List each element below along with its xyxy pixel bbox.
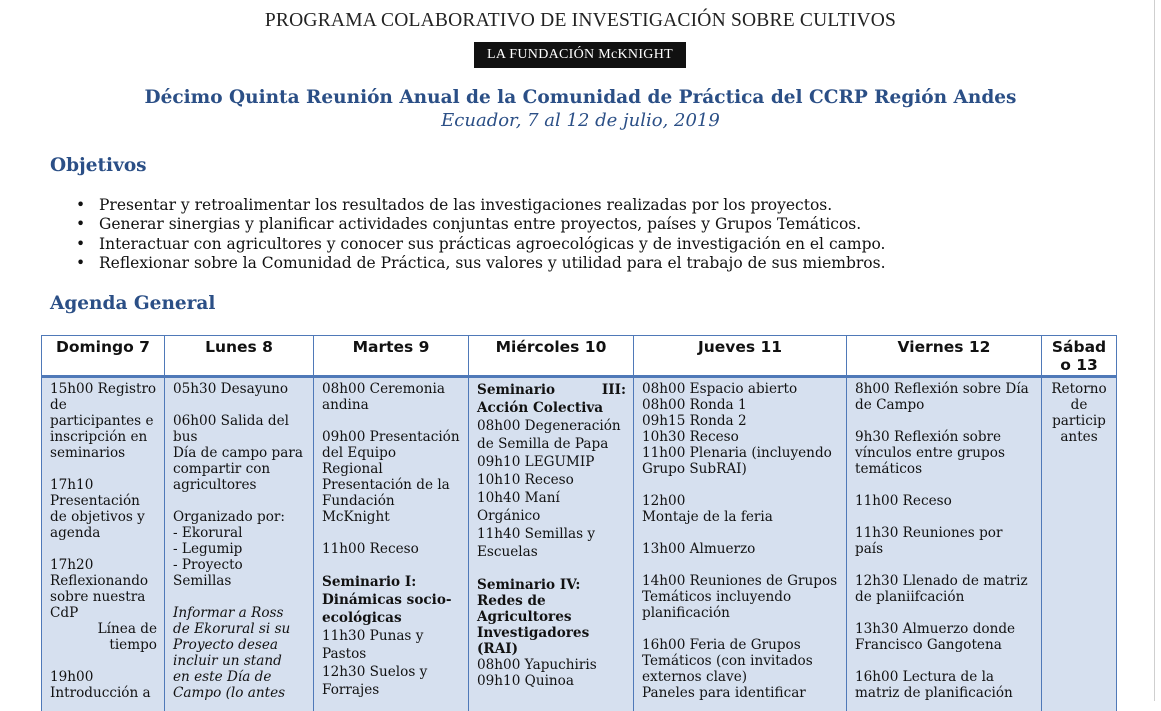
day-header-sabado: Sábad o 13 — [1042, 336, 1117, 377]
meeting-title: Décimo Quinta Reunión Anual de la Comunidad de Práctica del CCRP Región Andes — [0, 87, 1161, 108]
day-header-lunes: Lunes 8 — [165, 336, 314, 377]
day-cell-jueves: 08h00 Espacio abierto 08h00 Ronda 1 09h15 Ronda 2 10h30 Receso 11h00 Plenaria (incluyendo Grupo SubRAI) 12h00 Montaje de la feria 13h00 Almuerzo 14h00 Reuniones de Grupos Temáticos incluyendo planificación 16h00 Feria de Grupos Temáticos (con invitados externos clave) Paneles para identificar — [634, 377, 847, 711]
day-cell-domingo: 15h00 Registro de participantes e inscripción en seminarios 17h10 Presentación de objetivos y agenda 17h20 Reflexionando sobre nuestra CdP Línea de tiempo 19h00 Introducción a — [42, 377, 165, 711]
objectives-list — [76, 196, 886, 273]
meeting-subtitle: Ecuador, 7 al 12 de julio, 2019 — [0, 110, 1161, 131]
day-cell-viernes: 8h00 Reflexión sobre Día de Campo 9h30 Reflexión sobre vínculos entre grupos temáticos 11h00 Receso 11h30 Reuniones por país 12h30 Llenado de matriz de planiifcación 13h30 Almuerzo donde Francisco Gangotena 16h00 Lectura de la matriz de planificación — [847, 377, 1042, 711]
bullet-icon: • — [76, 196, 99, 215]
agenda-heading: Agenda General — [50, 293, 215, 314]
objective-item: • Generar sinergias y planificar actividades conjuntas entre proyectos, países y Grupos Temáticos. — [76, 215, 886, 234]
objective-item: • Presentar y retroalimentar los resultados de las investigaciones realizadas por los proyectos. — [76, 196, 886, 215]
foundation-logo: LA FUNDACIÓN McKNIGHT — [474, 42, 686, 68]
day-header-miercoles: Miércoles 10 — [469, 336, 634, 377]
agenda-table — [41, 335, 1117, 711]
agenda-content-row — [42, 377, 1117, 711]
day-header-jueves: Jueves 11 — [634, 336, 847, 377]
day-header-martes: Martes 9 — [314, 336, 469, 377]
day-cell-sabado: Retorno de particip antes — [1042, 377, 1117, 711]
day-cell-lunes: 05h30 Desayuno 06h00 Salida del bus Día de campo para compartir con agricultores Organizado por: - Ekorural - Legumip - Proyecto Semillas Informar a Ross de Ekorural si su Proyecto desea incluir un stand en este Día de Campo (lo antes — [165, 377, 314, 711]
bullet-icon: • — [76, 215, 99, 234]
day-header-viernes: Viernes 12 — [847, 336, 1042, 377]
program-title: PROGRAMA COLABORATIVO DE INVESTIGACIÓN SOBRE CULTIVOS — [0, 10, 1161, 32]
objective-item: • Reflexionar sobre la Comunidad de Práctica, sus valores y utilidad para el trabajo de sus miembros. — [76, 254, 886, 273]
bullet-icon: • — [76, 254, 99, 273]
bullet-icon: • — [76, 235, 99, 254]
objectives-heading: Objetivos — [50, 155, 147, 176]
agenda-header-row — [42, 336, 1117, 377]
objective-item: • Interactuar con agricultores y conocer sus prácticas agroecológicas y de investigación en el campo. — [76, 235, 886, 254]
day-header-domingo: Domingo 7 — [42, 336, 165, 377]
day-cell-miercoles: Seminario III: Acción Colectiva 08h00 Degeneración de Semilla de Papa 09h10 LEGUMIP 10h10 Receso 10h40 Maní Orgánico 11h40 Semillas y Escuelas Seminario IV: Redes de Agricultores Investigadores (RAI) 08h00 Yapuchiris 09h10 Quinoa — [469, 377, 634, 711]
day-cell-martes: 08h00 Ceremonia andina 09h00 Presentación del Equipo Regional Presentación de la Fundación McKnight 11h00 Receso Seminario I: Dinámicas socio- ecológicas 11h30 Punas y Pastos 12h30 Suelos y Forrajes — [314, 377, 469, 711]
